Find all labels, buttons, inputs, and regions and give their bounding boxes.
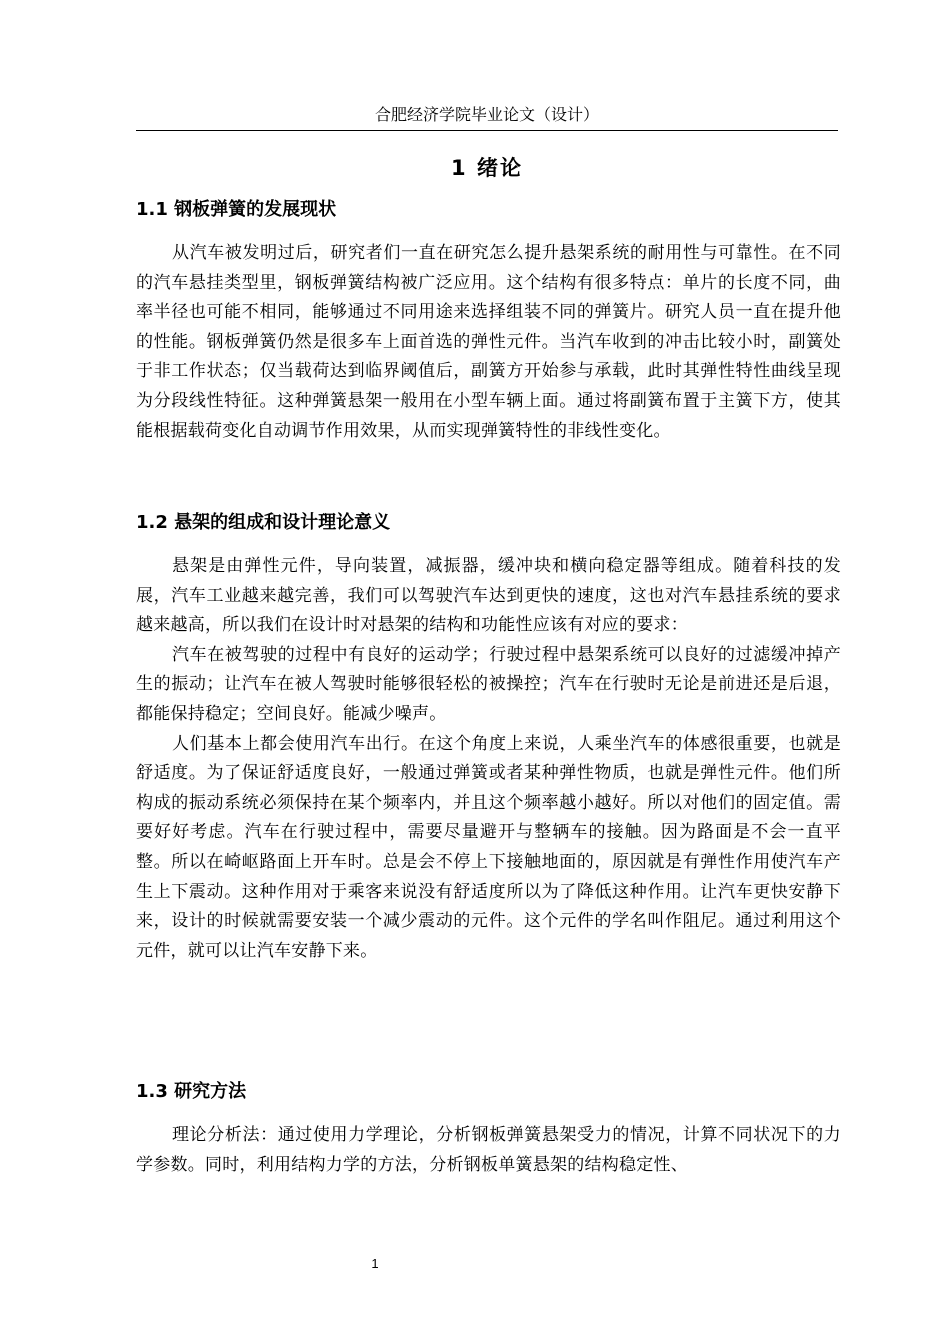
section-heading: 1.3 研究方法 xyxy=(136,1081,247,1102)
paragraph: 从汽车被发明过后，研究者们一直在研究怎么提升悬架系统的耐用性与可靠性。在不同的汽车悬挂类型里，钢板弹簧结构被广泛应用。这个结构有很多特点：单片的长度不同，曲率半径也可能不相同，能够通过不同用途来选择组装不同的弹簧片。研究人员一直在提升他的性能。钢板弹簧仍然是很多车上面首选的弹性元件。当汽车收到的冲击比较小时，副簧处于非工作状态；仅当载荷达到临界阈值后，副簧方开始参与承载，此时其弹性特性曲线呈现为分段线性特征。这种弹簧悬架一般用在小型车辆上面。通过将副簧布置于主簧下方，使其能根据载荷变化自动调节作用效果，从而实现弹簧特性的非线性变化。 xyxy=(136,243,841,441)
paragraph: 人们基本上都会使用汽车出行。在这个角度上来说，人乘坐汽车的体感很重要，也就是舒适度。为了保证舒适度良好，一般通过弹簧或者某种弹性物质，也就是弹性元件。他们所构成的振动系统必须保持在某个频率内，并且这个频率越小越好。所以对他们的固定值。需要好好考虑。汽车在行驶过程中，需要尽量避开与整辆车的接触。因为路面是不会一直平整。所以在崎岖路面上开车时。总是会不停上下接触地面的，原因就是有弹性作用使汽车产生上下震动。这种作用对于乘客来说没有舒适度所以为了降低这种作用。让汽车更快安静下来，设计的时候就需要安装一个减少震动的元件。这个元件的学名叫作阻尼。通过利用这个元件，就可以让汽车安静下来。 xyxy=(136,733,841,961)
page-header: 合肥经济学院毕业论文（设计） xyxy=(374,105,599,124)
section-1-3 xyxy=(136,1078,841,1180)
page-number: 1 xyxy=(371,1256,379,1271)
paragraph: 理论分析法：通过使用力学理论，分析钢板弹簧悬架受力的情况，计算不同状况下的力学参数。同时，利用结构力学的方法，分析钢板单簧悬架的结构稳定性、 xyxy=(136,1125,841,1175)
section-1-2 xyxy=(136,509,841,966)
paragraph: 汽车在被驾驶的过程中有良好的运动学；行驶过程中悬架系统可以良好的过滤缓冲掉产生的振动；让汽车在被人驾驶时能够很轻松的被操控；汽车在行驶时无论是前进还是后退，都能保持稳定；空间良好。能减少噪声。 xyxy=(136,644,841,724)
section-heading: 1.1 钢板弹簧的发展现状 xyxy=(136,199,337,220)
chapter-title: 1 绪论 xyxy=(451,156,523,181)
paragraph: 悬架是由弹性元件，导向装置，减振器，缓冲块和横向稳定器等组成。随着科技的发展，汽车工业越来越完善，我们可以驾驶汽车达到更快的速度，这也对汽车悬挂系统的要求越来越高，所以我们在设计时对悬架的结构和功能性应该有对应的要求： xyxy=(136,556,841,636)
section-1-1 xyxy=(136,196,841,446)
section-heading: 1.2 悬架的组成和设计理论意义 xyxy=(136,512,391,533)
header-rule xyxy=(136,130,838,131)
